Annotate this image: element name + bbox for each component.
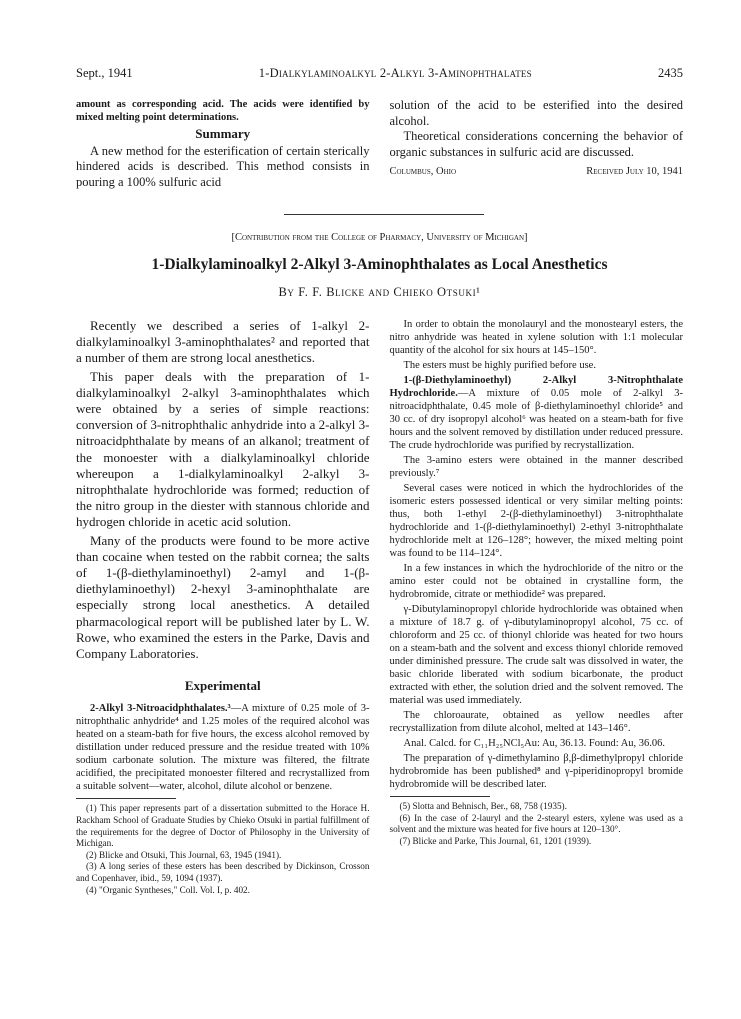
header-date: Sept., 1941 [76, 66, 133, 80]
summary-paragraph: A new method for the esterification of certain sterically hindered acids is described. This method consists in pouring a 100% sulfuric acid [76, 143, 370, 189]
footnote: (1) This paper represents part of a dissertation submitted to the Horace H. Rackham School of Graduate Studies by Chieko Otsuki in partial fulfillment of the requirements for the degree of Doctor of Philosophy in the University of Michigan. [76, 803, 370, 849]
subheading: 1-(β-Diethylaminoethyl) 2-Alkyl 3-Nitrophthalate Hydrochloride. [389, 375, 683, 399]
footnote: (6) In the case of 2-lauryl and the 2-stearyl esters, xylene was used as a solvent and the mixture was heated for five hours at 120–130°. [389, 812, 683, 835]
left-column [76, 318, 370, 896]
previous-article-end [76, 98, 683, 190]
received-date: Received July 10, 1941 [586, 166, 683, 177]
paragraph: γ-Dibutylaminopropyl chloride hydrochloride was obtained when a mixture of 18.7 g. of γ-dibutylaminopropyl alcohol, 75 cc. of chloroform and 25 cc. of thionyl chloride was heated for two hours on a steam-bath and the solvent and excess thionyl chloride removed under diminished pressure. The crude salt was dissolved in water, the basic chloride liberated with sodium bicarbonate, the product extracted with ether, the solution dried and the solvent removed. The material was used immediately. [389, 604, 683, 706]
article-title: 1-Dialkylaminoalkyl 2-Alkyl 3-Aminophthalates as Local Anesthetics [151, 256, 608, 273]
paragraph: In a few instances in which the hydrochloride of the nitro or the amino ester could not be obtained in crystalline form, the hydrobromide, citrate or methiodide² was prepared. [389, 563, 683, 600]
footnote: (3) A long series of these esters has been described by Dickinson, Crosson and Copenhaver, ibid., 59, 1094 (1937). [76, 861, 370, 884]
footnote: (4) "Organic Syntheses," Coll. Vol. I, p. 402. [86, 884, 250, 895]
paragraph [390, 374, 684, 452]
header-title: 1-Dialkylaminoalkyl 2-Alkyl 3-Aminophthalates [258, 66, 532, 80]
header-page-number: 2435 [658, 66, 683, 80]
intro-paragraph-3: Many of the products were found to be more active than cocaine when tested on the rabbit cornea; the salts of 1-(β-diethylaminoethyl) 2-amyl and 1-(β-diethylaminoethyl) 2-hexyl 3-aminophthalate are especially strong local anesthetics. A detailed pharmacological report will be published later by L. W. Rowe, who examined the esters in the Parke, Davis and Company Laboratories. [76, 532, 370, 662]
place: Columbus, Ohio [389, 166, 457, 177]
experimental-text: —A mixture of 0.25 mole of 3-nitrophthalic anhydride⁴ and 1.25 moles of the required alcohol was heated on a steam-bath for five hours, the excess alcohol removed by distillation under reduced pressure and the residue treated with 10% sodium carbonate solution. The mixture was filtered, the filtrate acidified, the precipitated monoester filtered and recrystallized from a suitable solvent—water, alcohol, dilute alcohol or benzene. [76, 703, 370, 793]
summary-heading: Summary [195, 126, 251, 141]
signature-line [390, 164, 684, 180]
paragraph: Several cases were noticed in which the hydrochlorides of the isomeric esters possessed identical or very similar melting points: thus, both 1-ethyl 2-(β-diethylaminoethyl) 3-nitrophthalate hydrochloride and 1-(β-diethylaminoethyl) 2-ethyl 3-nitrophthalate hydrochloride melt at 126–128°; however, the mixed melting point was found to be 114–124°. [389, 483, 683, 559]
article-body [76, 318, 683, 896]
summary-paragraph-2: Theoretical considerations concerning the behavior of organic substances in sulfuric acid are discussed. [389, 129, 683, 159]
experimental-subheading: 2-Alkyl 3-Nitroacidphthalates.³ [90, 703, 231, 715]
contribution-line: [Contribution from the College of Pharmacy, University of Michigan] [231, 232, 528, 243]
footnote: (7) Blicke and Parke, This Journal, 61, 1201 (1939). [399, 835, 592, 846]
footnote: (5) Slotta and Behnisch, Ber., 68, 758 (1935). [399, 801, 567, 811]
experimental-heading: Experimental [184, 678, 261, 694]
prev-article-text: amount as corresponding acid. The acids were identified by mixed melting point determinations. [76, 99, 370, 123]
intro-paragraph: Recently we described a series of 1-alkyl 2-dialkylaminoalkyl 3-aminophthalates² and reported that a number of them are strong local anesthetics. [76, 318, 370, 366]
intro-paragraph-2: This paper deals with the preparation of 1-dialkylaminoalkyl 2-alkyl 3-aminophthalates which were obtained by a series of simple reactions: conversion of 3-nitrophthalic anhydride into a 2-alkyl 3-nitroacidphthalate by means of an alkanol; treatment of the monoester with a dialkylaminoalkyl chloride whereupon a 1-dialkylaminoalkyl 2-alkyl 3-nitrophthalate hydrochloride was formed; reduction of the nitro group in the diester with stannous chloride and hydrogen chloride in acetic acid solution. [76, 368, 370, 530]
paragraph: The 3-amino esters were obtained in the manner described previously.⁷ [389, 455, 683, 479]
paragraph: The chloroaurate, obtained as yellow needles after recrystallization from dilute alcohol, melted at 143–146°. [389, 710, 683, 734]
running-head [76, 66, 683, 82]
footnote: (2) Blicke and Otsuki, This Journal, 63, 1945 (1941). [86, 849, 282, 860]
right-column [390, 318, 684, 896]
paragraph: The preparation of γ-dimethylamino β,β-dimethylpropyl chloride hydrobromide has been published⁸ and γ-piperidinopropyl bromide hydrobromide will be described later. [389, 753, 683, 790]
footnote-rule [76, 798, 176, 799]
paragraph-text: —A mixture of 0.05 mole of 2-alkyl 3-nitroacidphthalate, 0.45 mole of β-diethylaminoethyl chloride⁵ and 30 cc. of dry isopropyl alcohol⁶ was heated on a steam-bath for five hours and the solvent removed by distillation under reduced pressure. The crude hydrochloride was purified by recrystallization. [389, 388, 683, 451]
paragraph: Anal. Calcd. for C₁₁H₂₅NCl₅Au: Au, 36.13. Found: Au, 36.06. [403, 738, 666, 749]
footnote-rule [390, 796, 490, 797]
paragraph: The esters must be highly purified before use. [403, 360, 596, 371]
paragraph: In order to obtain the monolauryl and the monostearyl esters, the nitro anhydride was heated in xylene solution with 1:1 molecular quantity of the alcohol for six hours at 145–150°. [389, 319, 683, 356]
experimental-paragraph [76, 702, 370, 793]
summary-continuation: solution of the acid to be esterified into the desired alcohol. [389, 98, 683, 128]
section-divider [284, 214, 484, 215]
byline: By F. F. Blicke and Chieko Otsuki¹ [278, 285, 481, 299]
